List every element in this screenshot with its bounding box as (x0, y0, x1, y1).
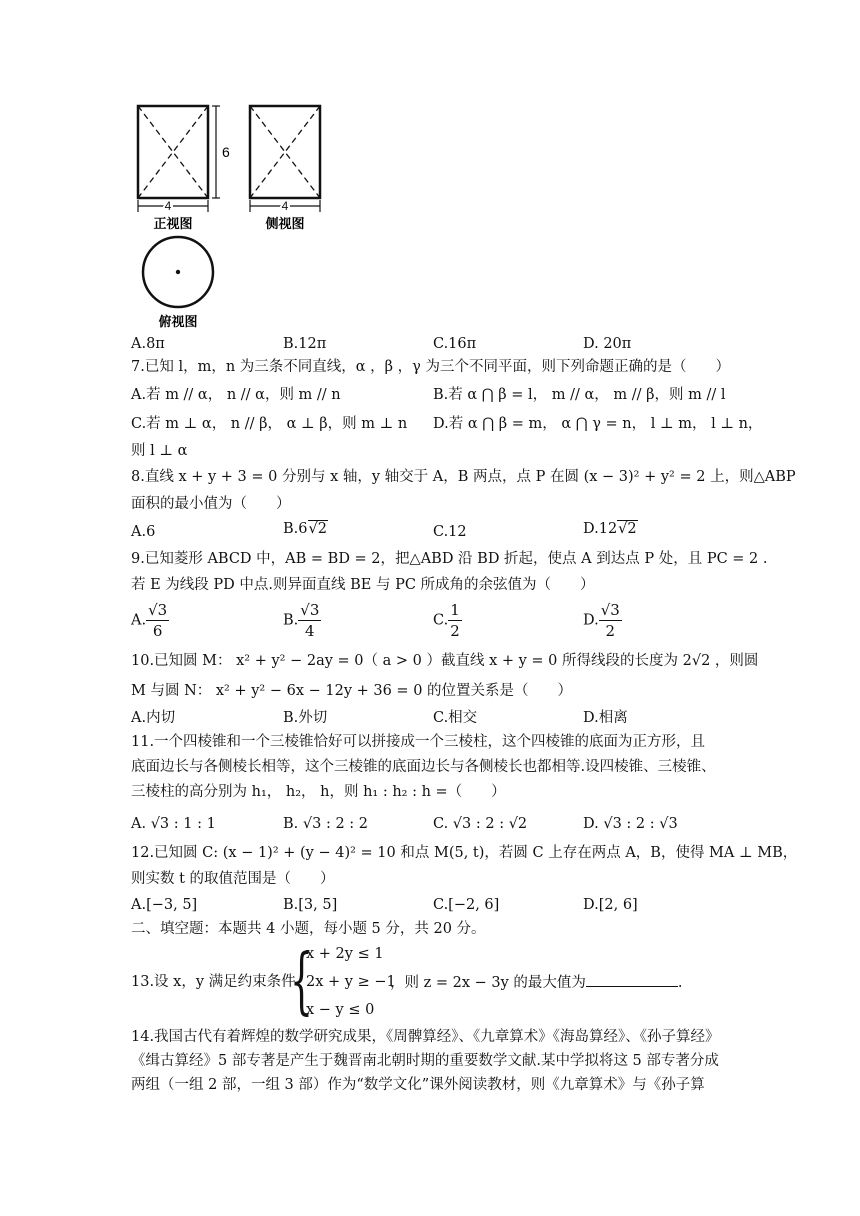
q11-option-c: C. √3 : 2 : √2 (433, 816, 528, 832)
q9-option-c: C. $\frac{1}{2}$ (433, 601, 460, 640)
q12-option-a: A.[−3, 5] (131, 897, 198, 913)
q9-stem-line2: 若 E 为线段 PD 中点.则异面直线 BE 与 PC 所成角的余弦值为（ ） (131, 577, 595, 593)
q8-stem-line1: 8.直线 x + y + 3 = 0 分别与 x 轴，y 轴交于 A，B 两点，点 P 在圆 (x − 3)² + y² = 2 上，则△ABP (131, 469, 796, 485)
q8-option-d: D.12√2 (583, 521, 637, 537)
fraction: $\frac{√3}{2}$ (600, 601, 620, 640)
q10-option-c: C.相交 (433, 710, 478, 726)
q12-option-b: B.[3, 5] (283, 897, 338, 913)
front-width-label: 4 (164, 199, 172, 213)
three-view-drawing (120, 100, 340, 332)
q12-option-c: C.[−2, 6] (433, 897, 500, 913)
q9-option-a: A. $\frac{√3}{6}$ (131, 601, 168, 640)
q11-stem-line3: 三棱柱的高分别为 h₁， h₂， h，则 h₁ : h₂ : h =（ ） (131, 784, 506, 800)
q12-stem-line2: 则实数 t 的取值范围是（ ） (131, 871, 335, 887)
q7-option-d-tail: 则 l ⊥ α (131, 443, 188, 459)
answer-blank[interactable] (586, 972, 678, 987)
q9-option-b: B. $\frac{√3}{4}$ (283, 601, 320, 640)
q11-stem-line2: 底面边长与各侧棱长相等，这个三棱锥的底面边长与各侧棱长也都相等.设四棱锥、三棱锥、 (131, 759, 716, 775)
q6-option-c: C.16π (433, 336, 477, 352)
q10-option-b: B.外切 (283, 710, 328, 726)
q7-stem: 7.已知 l，m，n 为三条不同直线，α ，β ，γ 为三个不同平面，则下列命题正确的是（ ） (131, 359, 730, 375)
top-view-center (176, 270, 180, 274)
q12-option-d: D.[2, 6] (583, 897, 638, 913)
q9-option-d: D. $\frac{√3}{2}$ (583, 601, 620, 640)
side-view-label: 侧视图 (265, 217, 305, 232)
q8-option-c: C.12 (433, 524, 467, 540)
q7-option-b: B.若 α ⋂ β = l， m // α， m // β，则 m // l (433, 387, 726, 403)
fraction: $\frac{1}{2}$ (450, 601, 460, 640)
q10-option-a: A.内切 (131, 710, 176, 726)
q11-option-b: B. √3 : 2 : 2 (283, 816, 368, 832)
front-view-label: 正视图 (153, 217, 193, 232)
q11-stem-line1: 11.一个四棱锥和一个三棱锥恰好可以拼接成一个三棱柱，这个四棱锥的底面为正方形，且 (131, 734, 706, 750)
fraction: $\frac{√3}{6}$ (148, 601, 168, 640)
q13-constraint: 2x + y ≥ −1 (306, 974, 396, 990)
q13-suffix: ，则 z = 2x − 3y 的最大值为 . (390, 972, 683, 993)
q13-constraint: x + 2y ≤ 1 (306, 946, 384, 962)
q8-option-b: B.6√2 (283, 521, 327, 537)
height-label: 6 (222, 144, 230, 160)
q6-option-a: A.8π (131, 336, 165, 352)
sqrt-sign: √2 (308, 521, 327, 537)
q6-option-d: D. 20π (583, 336, 632, 352)
q13-constraint-system (290, 938, 396, 1022)
section-heading-fill-in: 二、填空题：本题共 4 小题，每小题 5 分，共 20 分。 (131, 921, 486, 937)
three-view-figure (120, 100, 340, 332)
q7-option-d: D.若 α ⋂ β = m， α ⋂ γ = n， l ⊥ m， l ⊥ n， (433, 416, 763, 432)
sqrt-sign: √2 (618, 521, 637, 537)
q9-stem-line1: 9.已知菱形 ABCD 中，AB = BD = 2，把△ABD 沿 BD 折起，使点 A 到达点 P 处，且 PC = 2 . (131, 551, 768, 567)
q7-option-c: C.若 m ⊥ α， n // β， α ⊥ β，则 m ⊥ n (131, 416, 408, 432)
q10-stem-line1: 10.已知圆 M： x² + y² − 2ay = 0（ a > 0 ）截直线 x + y = 0 所得线段的长度为 2√2 ，则圆 (131, 653, 759, 669)
q14-line3: 两组（一组 2 部，一组 3 部）作为“数学文化”课外阅读教材，则《九章算术》与《孙子算 (131, 1077, 705, 1093)
q10-stem-line2: M 与圆 N： x² + y² − 6x − 12y + 36 = 0 的位置关系是（ ） (131, 683, 573, 699)
q14-line2: 《缉古算经》5 部专著是产生于魏晋南北朝时期的重要数学文献.某中学拟将这 5 部专著分成 (131, 1053, 719, 1069)
q14-line1: 14.我国古代有着辉煌的数学研究成果，《周髀算经》、《九章算术》《海岛算经》、《孙子算经》 (131, 1029, 720, 1045)
q6-option-b: B.12π (283, 336, 327, 352)
q8-option-a: A.6 (131, 524, 156, 540)
q11-option-a: A. √3 : 1 : 1 (131, 816, 216, 832)
q10-option-d: D.相离 (583, 710, 628, 726)
top-view-label: 俯视图 (158, 315, 198, 330)
q7-option-a: A.若 m // α， n // α，则 m // n (131, 387, 341, 403)
q13-constraint: x − y ≤ 0 (306, 1002, 375, 1018)
fraction: $\frac{√3}{4}$ (300, 601, 320, 640)
q12-stem-line1: 12.已知圆 C: (x − 1)² + (y − 4)² = 10 和点 M(5, t)，若圆 C 上存在两点 A，B，使得 MA ⊥ MB， (131, 845, 798, 861)
side-width-label: 4 (281, 199, 289, 213)
q11-option-d: D. √3 : 2 : √3 (583, 816, 678, 832)
left-brace: { (290, 938, 313, 1022)
q8-stem-line2: 面积的最小值为（ ） (131, 496, 291, 512)
q13-prefix: 13.设 x，y 满足约束条件 (131, 974, 296, 990)
